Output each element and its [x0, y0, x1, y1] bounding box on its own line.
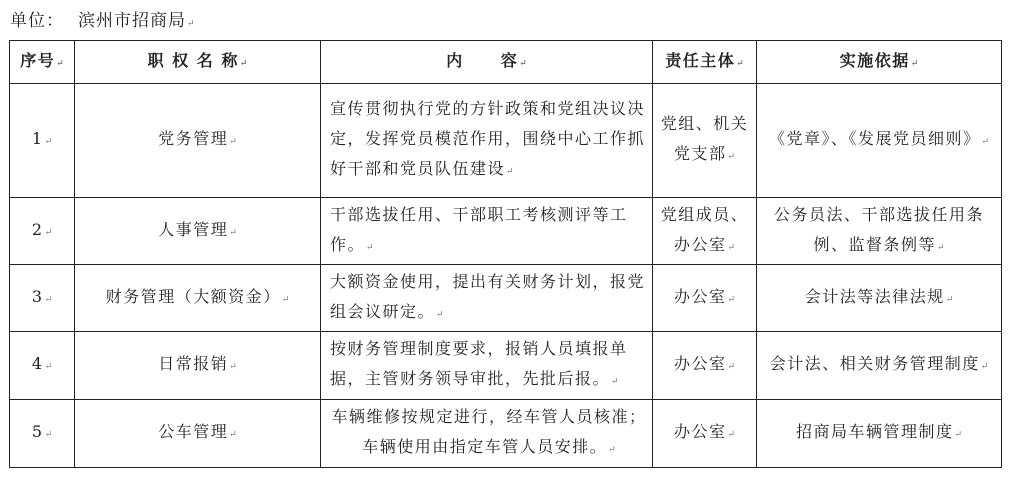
row-number: 1↵	[10, 84, 75, 198]
row-content: 大额资金使用，提出有关财务计划，报党组会议研定。↵	[321, 265, 653, 332]
row-subject: 党组、机关党支部↵	[653, 84, 757, 198]
unit-value: 滨州市招商局	[78, 11, 186, 31]
header-subject: 责任主体↵	[653, 41, 757, 84]
row-subject: 办公室↵	[653, 400, 757, 468]
row-content: 按财务管理制度要求，报销人员填报单据，主管财务领导审批，先批后报。↵	[321, 332, 653, 400]
row-basis: 公务员法、干部选拔任用条例、监督条例等↵	[757, 198, 1002, 265]
unit-line	[10, 6, 195, 31]
table-row	[10, 400, 1002, 468]
row-basis: 会计法等法律法规↵	[757, 265, 1002, 332]
header-no: 序号↵	[10, 41, 75, 84]
row-subject: 党组成员、办公室↵	[653, 198, 757, 265]
row-subject: 办公室↵	[653, 265, 757, 332]
row-content: 宣传贯彻执行党的方针政策和党组决议决定，发挥党员模范作用，围绕中心工作抓好干部和党员队伍建设↵	[321, 84, 653, 198]
row-basis: 会计法、相关财务管理制度↵	[757, 332, 1002, 400]
unit-label: 单位：	[10, 11, 64, 31]
duties-table	[9, 40, 1002, 468]
table-row	[10, 198, 1002, 265]
paragraph-mark-icon: ↵	[187, 19, 195, 29]
row-name: 日常报销↵	[75, 332, 321, 400]
table-row	[10, 332, 1002, 400]
table-row	[10, 84, 1002, 198]
row-subject: 办公室↵	[653, 332, 757, 400]
row-number: 3↵	[10, 265, 75, 332]
header-name: 职 权 名 称↵	[75, 41, 321, 84]
row-name: 党务管理↵	[75, 84, 321, 198]
row-content: 车辆维修按规定进行，经车管人员核准；车辆使用由指定车管人员安排。↵	[321, 400, 653, 468]
row-name: 财务管理（大额资金）↵	[75, 265, 321, 332]
header-content: 内 容↵	[321, 41, 653, 84]
row-number: 5↵	[10, 400, 75, 468]
row-number: 2↵	[10, 198, 75, 265]
row-basis: 《党章》、《发展党员细则》↵	[757, 84, 1002, 198]
row-content: 干部选拔任用、干部职工考核测评等工作。↵	[321, 198, 653, 265]
row-basis: 招商局车辆管理制度↵	[757, 400, 1002, 468]
row-number: 4↵	[10, 332, 75, 400]
table-row	[10, 265, 1002, 332]
header-row	[10, 41, 1002, 84]
header-basis: 实施依据↵	[757, 41, 1002, 84]
row-name: 公车管理↵	[75, 400, 321, 468]
row-name: 人事管理↵	[75, 198, 321, 265]
